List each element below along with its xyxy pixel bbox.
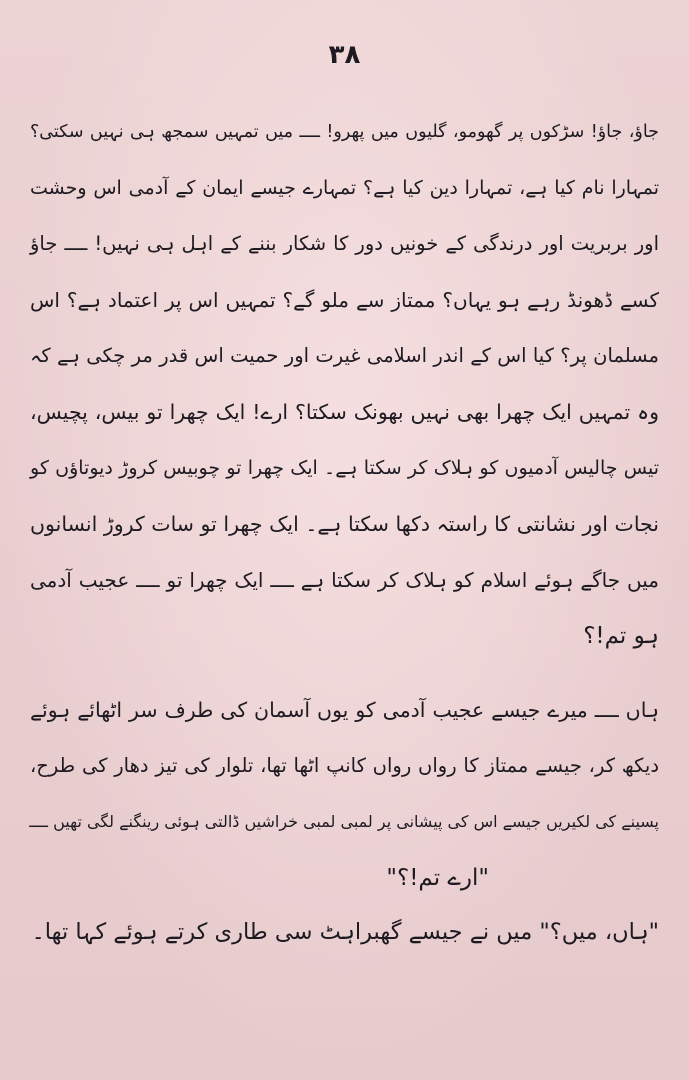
text-line: وہ تمہیں ایک چھرا بھی نہیں بھونک سکتا؟ ارے! ایک چھرا تو بیس، پچیس، (30, 400, 659, 424)
text-line: کسے ڈھونڈ رہے ہو یہاں؟ ممتاز سے ملو گے؟ تمہیں اس پر اعتماد ہے؟ اس (30, 288, 659, 312)
text-line: میں جاگے ہوئے اسلام کو ہلاک کر سکتا ہے ــــ ایک چھرا تو ــــ عجیب آدمی (30, 568, 659, 592)
text-line: پسینے کی لکیریں جیسے اس کی پیشانی پر لمبی لمبی خراشیں ڈالتی ہوئی رینگنے لگی تھیں ــــ (29, 812, 659, 831)
text-line: نجات اور نشانتی کا راستہ دکھا سکتا ہے۔ ایک چھرا تو سات کروڑ انسانوں (30, 512, 659, 536)
text-line: ہو تم!؟ (583, 623, 659, 649)
text-line: تمہارا نام کیا ہے، تمہارا دین کیا ہے؟ تمہارے جیسے ایمان کے آدمی اس وحشت (30, 177, 659, 199)
page-number: ٣٨ (328, 40, 361, 70)
text-line: ہاں ــــ میرے جیسے عجیب آدمی کو یوں آسمان کی طرف سر اٹھائے ہوئے (30, 698, 659, 722)
text-line: دیکھ کر، جیسے ممتاز کا رواں رواں کانپ اٹھا تھا، تلوار کی تیز دھار کی طرح، (30, 754, 659, 777)
text-line: جاؤ، جاؤ! سڑکوں پر گھومو، گلیوں میں پھرو! ــــ میں تمہیں سمجھ ہی نہیں سکتی؟ (30, 122, 659, 142)
text-line: مسلمان پر؟ کیا اس کے اندر اسلامی غیرت اور حمیت اس قدر مر چکی ہے کہ (30, 344, 659, 367)
text-line: اور بربریت اور درندگی کے خونیں دور کا شکار بننے کے اہل ہی نہیں! ــــ جاؤ (30, 232, 659, 255)
text-line: تیس چالیس آدمیوں کو ہلاک کر سکتا ہے۔ ایک چھرا تو چوبیس کروڑ دیوتاؤں کو (30, 457, 659, 479)
text-line: "ارے تم!؟" (386, 865, 489, 891)
text-line: "ہاں، میں؟" میں نے جیسے گھبراہٹ سی طاری کرتے ہوئے کہا تھا۔ (31, 919, 659, 945)
